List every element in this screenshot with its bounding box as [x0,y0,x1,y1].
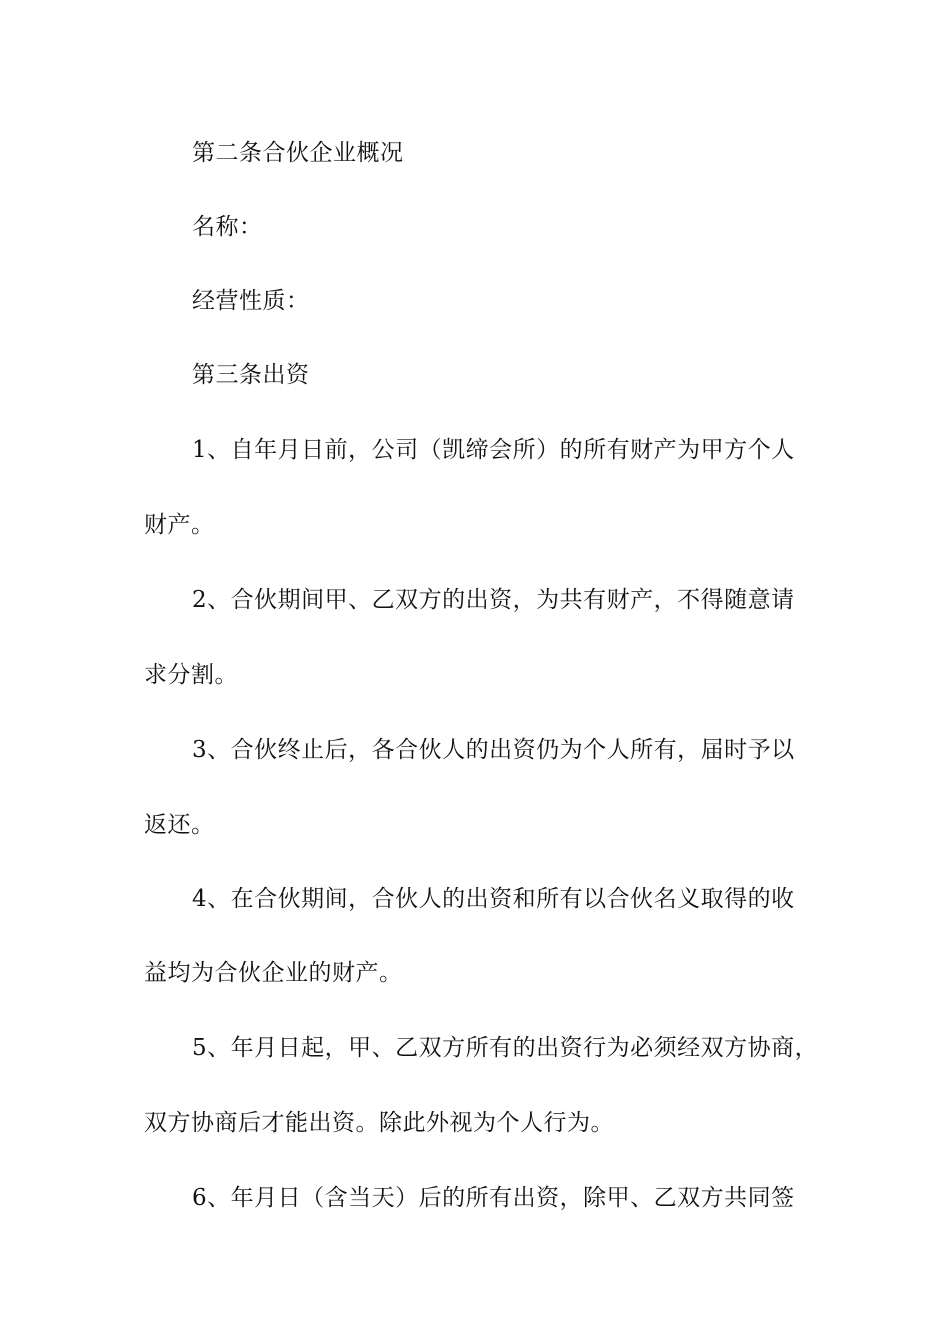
clause-1-line-1: 1、自年月日前，公司（凯缔会所）的所有财产为甲方个人 [192,437,795,463]
clause-2-line-2: 求分割。 [144,662,238,688]
clause-6-line-1: 6、年月日（含当天）后的所有出资，除甲、乙双方共同签 [192,1185,795,1211]
business-nature-label: 经营性质： [192,288,310,314]
clause-4-line-1: 4、在合伙期间，合伙人的出资和所有以合伙名义取得的收 [192,886,795,912]
name-field-label: 名称： [192,214,263,240]
clause-5-line-2: 双方协商后才能出资。除此外视为个人行为。 [144,1110,614,1136]
clause-3-line-2: 返还。 [144,812,215,838]
article-3-heading: 第三条出资 [192,362,310,388]
clause-5-line-1: 5、年月日起，甲、乙双方所有的出资行为必须经双方协商， [192,1035,819,1061]
clause-4-line-2: 益均为合伙企业的财产。 [144,960,403,986]
clause-3-line-1: 3、合伙终止后，各合伙人的出资仍为个人所有，届时予以 [192,737,795,763]
article-2-heading: 第二条合伙企业概况 [192,140,404,166]
clause-1-line-2: 财产。 [144,512,215,538]
clause-2-line-1: 2、合伙期间甲、乙双方的出资，为共有财产，不得随意请 [192,587,795,613]
